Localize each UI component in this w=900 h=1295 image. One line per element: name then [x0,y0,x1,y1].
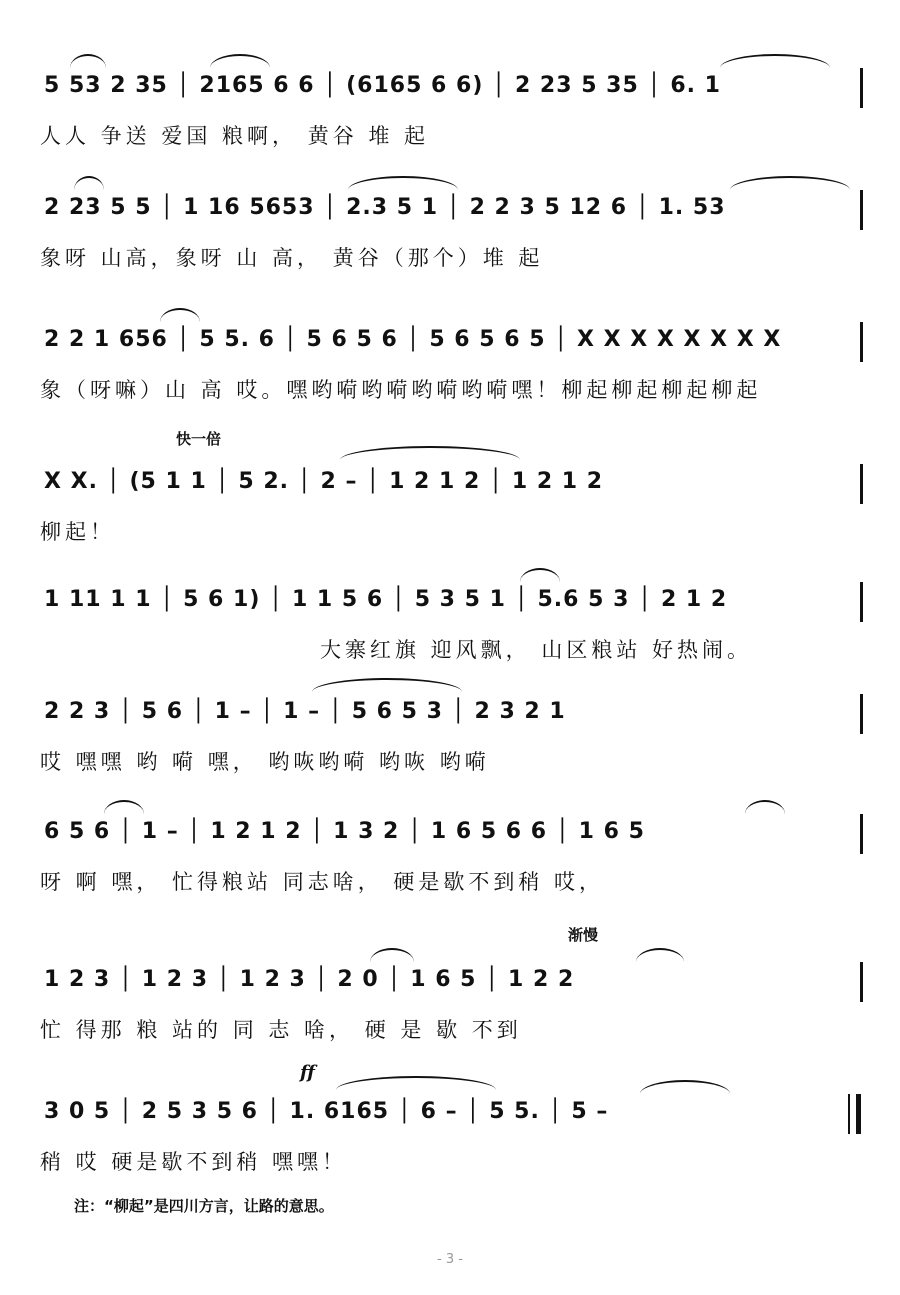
score-line-1 [0,64,900,164]
slur [636,948,684,962]
score-line-lyrics: 象呀 山高，象呀 山 高， 黄谷（那个）堆 起 [40,246,544,270]
score-line-9 [0,1062,900,1190]
page-number: - 3 - [437,1252,463,1267]
score-line-lyrics: 呀 啊 嘿， 忙得粮站 同志啥， 硬是歇不到稍 哎， [40,870,605,894]
slur [160,308,200,322]
slur [104,800,144,814]
score-line-3 [0,318,900,418]
score-line-2 [0,186,900,286]
score-line-notes: 1 11 1 1 │ 5 6 1) │ 1 1 5 6 │ 5 3 5 1 │ 5.6 5 3 │ 2 1 2 [44,587,728,612]
slur [640,1080,730,1094]
score-line-notes: 1 2 3 │ 1 2 3 │ 1 2 3 │ 2 0 │ 1 6 5 │ 1 2 2 [44,967,575,992]
score-line-notes: 3 0 5 │ 2 5 3 5 6 │ 1. 6165 │ 6 – │ 5 5. │ 5 – [44,1099,609,1124]
score-line-notes: 2 2 3 │ 5 6 │ 1 – │ 1 – │ 5 6 5 3 │ 2 3 2 1 [44,699,566,724]
barline [860,190,863,230]
slur [720,54,830,68]
slur [730,176,850,190]
score-line-notes: 2 23 5 5 │ 1 16 5653 │ 2.3 5 1 │ 2 2 3 5 12 6 │ 1. 53 [44,195,726,220]
slur [74,176,104,190]
slur [348,176,458,190]
score-line-lyrics: 象（呀嘛）山 高 哎。嘿哟嗬哟嗬哟嗬哟嗬嘿！柳起柳起柳起柳起 [40,378,762,402]
tempo-marking: 渐慢 [568,926,599,944]
score-line-notes: 5 53 2 35 │ 2165 6 6 │ (6165 6 6) │ 2 23 5 35 │ 6. 1 [44,73,721,98]
slur [210,54,270,68]
footnote: 注：“柳起”是四川方言，让路的意思。 [74,1197,334,1215]
slur [336,1076,496,1090]
score-line-lyrics: 大寨红旗 迎风飘， 山区粮站 好热闹。 [320,638,753,662]
final-barline [856,1094,861,1134]
slur [745,800,785,814]
slur [70,54,106,68]
barline [848,1094,850,1134]
slur [340,446,520,460]
score-line-6 [0,690,900,790]
tempo-marking: 快一倍 [176,430,222,448]
barline [860,464,863,504]
score-line-8 [0,926,900,1058]
slur [370,948,414,962]
score-line-lyrics: 哎 嘿嘿 哟 嗬 嘿， 哟咴哟嗬 哟咴 哟嗬 [40,750,490,774]
barline [860,322,863,362]
score-line-lyrics: 忙 得那 粮 站的 同 志 啥， 硬 是 歇 不到 [40,1018,522,1042]
dynamic-marking: ff [300,1062,315,1083]
score-line-notes: X X. │ (5 1 1 │ 5 2. │ 2 – │ 1 2 1 2 │ 1 2 1 2 [44,469,604,494]
barline [860,694,863,734]
score-line-5 [0,578,900,678]
barline [860,962,863,1002]
score-line-lyrics: 人人 争送 爱国 粮啊， 黄谷 堆 起 [40,124,430,148]
score-line-4 [0,430,900,560]
score-line-notes: 6 5 6 │ 1 – │ 1 2 1 2 │ 1 3 2 │ 1 6 5 6 6 │ 1 6 5 [44,819,645,844]
barline [860,582,863,622]
score-line-7 [0,810,900,910]
slur [520,568,560,582]
barline [860,814,863,854]
slur [312,678,462,692]
score-line-notes: 2 2 1 656 │ 5 5. 6 │ 5 6 5 6 │ 5 6 5 6 5 │ X X X X X X X X [44,327,782,352]
barline [860,68,863,108]
score-line-lyrics: 柳起！ [40,520,115,544]
score-line-lyrics: 稍 哎 硬是歇不到稍 嘿嘿！ [40,1150,348,1174]
